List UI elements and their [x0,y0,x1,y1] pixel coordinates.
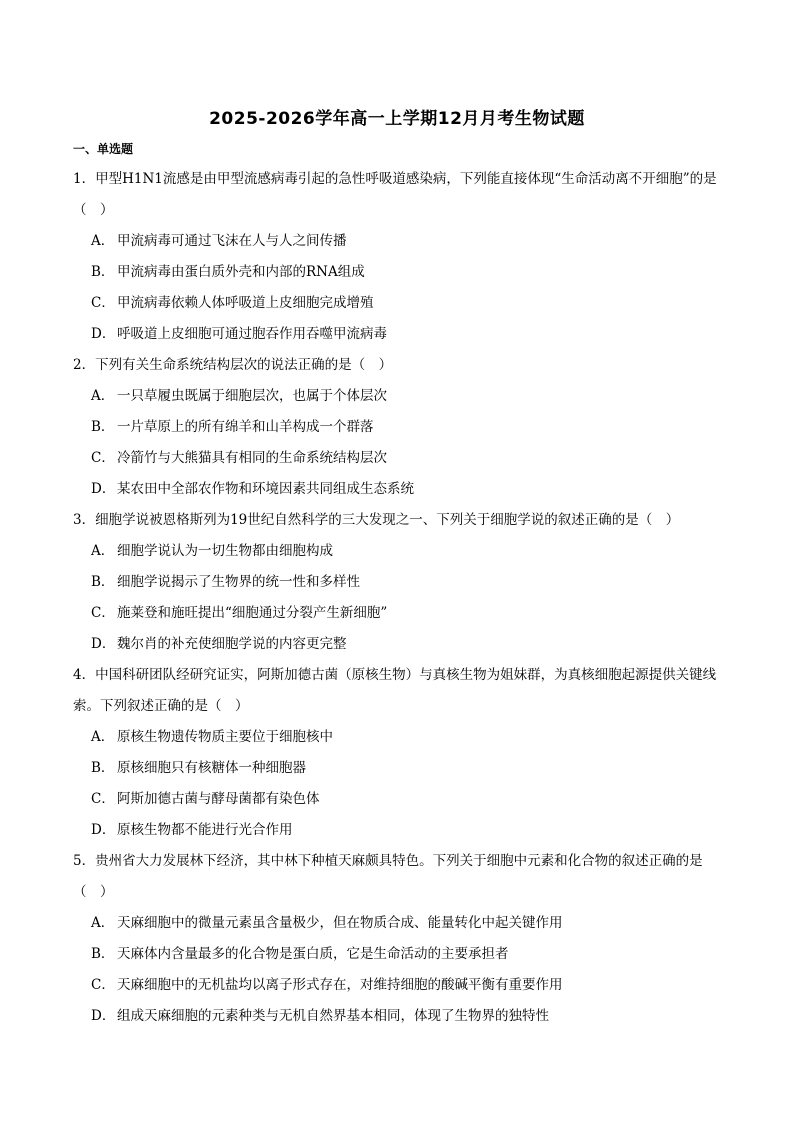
option-c [73,598,723,629]
option-text: 冷箭竹与大熊猫具有相同的生命系统结构层次 [117,450,387,466]
question-stem [73,846,723,908]
option-text: 一只草履虫既属于细胞层次，也属于个体层次 [117,388,387,404]
question-stem-text: 下列有关生命系统结构层次的说法正确的是（ ） [95,357,393,373]
option-letter: C． [91,450,115,466]
option-text: 某农田中全部农作物和环境因素共同组成生态系统 [117,481,414,497]
option-a [73,908,723,939]
option-c [73,784,723,815]
option-d [73,474,723,505]
option-b [73,567,723,598]
option-list [73,381,723,505]
option-text: 魏尔肖的补充使细胞学说的内容更完整 [117,636,347,652]
option-text: 组成天麻细胞的元素种类与无机自然界基本相同，体现了生物界的独特性 [117,1008,549,1024]
question-list [73,164,723,1032]
option-text: 呼吸道上皮细胞可通过胞吞作用吞噬甲流病毒 [117,326,387,342]
option-a [73,722,723,753]
question-stem-text: 细胞学说被恩格斯列为19世纪自然科学的三大发现之一、下列关于细胞学说的叙述正确的是（ ） [95,512,680,528]
option-c [73,443,723,474]
option-letter: A． [91,233,115,249]
option-letter: B． [91,264,115,280]
question-2 [73,350,723,505]
option-letter: A． [91,388,115,404]
option-c [73,970,723,1001]
option-d [73,1001,723,1032]
option-b [73,939,723,970]
option-d [73,319,723,350]
option-letter: D． [91,326,116,342]
option-text: 甲流病毒由蛋白质外壳和内部的RNA组成 [117,264,365,280]
question-stem [73,505,723,536]
option-list [73,536,723,660]
option-text: 一片草原上的所有绵羊和山羊构成一个群落 [117,419,374,435]
option-letter: D． [91,636,116,652]
option-text: 阿斯加德古菌与酵母菌都有染色体 [117,791,320,807]
option-a [73,381,723,412]
option-text: 甲流病毒可通过飞沫在人与人之间传播 [117,233,347,249]
question-stem-text: 贵州省大力发展林下经济，其中林下种植天麻颇具特色。下列关于细胞中元素和化合物的叙述正确的是（ ） [73,853,703,900]
option-list [73,722,723,846]
question-5 [73,846,723,1032]
question-number: 5． [73,853,96,869]
option-text: 天麻细胞中的微量元素虽含量极少，但在物质合成、能量转化中起关键作用 [117,915,563,931]
option-d [73,815,723,846]
option-b [73,753,723,784]
option-text: 天麻体内含量最多的化合物是蛋白质，它是生命活动的主要承担者 [117,946,509,962]
option-letter: A． [91,915,115,931]
question-stem [73,164,723,226]
option-text: 天麻细胞中的无机盐均以离子形式存在，对维持细胞的酸碱平衡有重要作用 [117,977,563,993]
option-a [73,536,723,567]
option-letter: C． [91,605,115,621]
question-stem [73,350,723,381]
question-3 [73,505,723,660]
option-text: 施莱登和施旺提出“细胞通过分裂产生新细胞” [117,605,388,621]
option-letter: C． [91,791,115,807]
option-text: 甲流病毒依赖人体呼吸道上皮细胞完成增殖 [117,295,374,311]
option-letter: B． [91,760,115,776]
question-stem [73,660,723,722]
option-list [73,908,723,1032]
option-text: 原核细胞只有核糖体一种细胞器 [117,760,306,776]
question-number: 2． [73,357,96,373]
option-b [73,257,723,288]
question-stem-text: 中国科研团队经研究证实，阿斯加德古菌（原核生物）与真核生物为姐妹群，为真核细胞起源提供关键线索。下列叙述正确的是（ ） [73,667,717,714]
option-text: 细胞学说认为一切生物都由细胞构成 [117,543,333,559]
question-number: 4． [73,667,96,683]
question-number: 3． [73,512,96,528]
option-letter: B． [91,574,115,590]
option-text: 原核生物遗传物质主要位于细胞核中 [117,729,333,745]
option-letter: D． [91,822,116,838]
option-a [73,226,723,257]
section-heading: 一、单选题 [73,142,134,156]
option-b [73,412,723,443]
question-stem-text: 甲型H1N1流感是由甲型流感病毒引起的急性呼吸道感染病，下列能直接体现“生命活动离不开细胞”的是（ ） [73,171,717,218]
page-title: 2025-2026学年高一上学期12月月考生物试题 [209,109,585,129]
question-1 [73,164,723,350]
option-c [73,288,723,319]
question-number: 1． [73,171,96,187]
option-letter: D． [91,1008,116,1024]
option-letter: C． [91,295,115,311]
option-text: 原核生物都不能进行光合作用 [117,822,293,838]
option-letter: D． [91,481,116,497]
option-letter: A． [91,729,115,745]
question-4 [73,660,723,846]
option-letter: B． [91,946,115,962]
option-list [73,226,723,350]
option-text: 细胞学说揭示了生物界的统一性和多样性 [117,574,360,590]
option-letter: A． [91,543,115,559]
option-d [73,629,723,660]
option-letter: B． [91,419,115,435]
option-letter: C． [91,977,115,993]
